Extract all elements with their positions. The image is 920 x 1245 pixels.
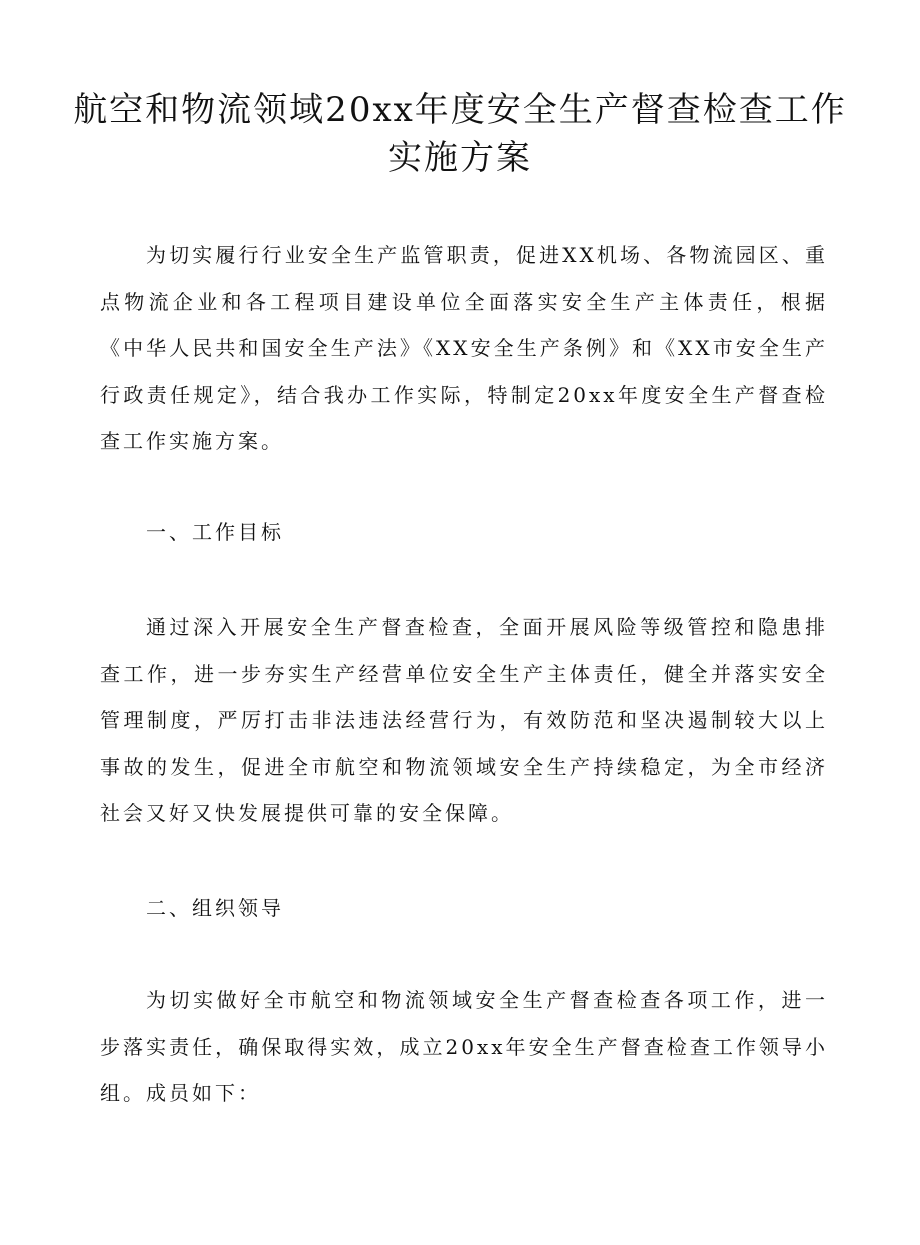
document-title: 航空和物流领域20xx年度安全生产督查检查工作实施方案 [73, 90, 847, 178]
section-body-goals: 通过深入开展安全生产督查检查，全面开展风险等级管控和隐患排查工作，进一步夯实生产经营单位安全生产主体责任，健全并落实安全管理制度，严厉打击非法违法经营行为，有效防范和坚决遏制较大以上事故的发生，促进全市航空和物流领域安全生产持续稳定，为全市经济社会又好又快发展提供可靠的安全保障。 [100, 615, 828, 825]
section-body-organization: 为切实做好全市航空和物流领域安全生产督查检查各项工作，进一步落实责任，确保取得实效，成立20xx年安全生产督查检查工作领导小组。成员如下： [100, 988, 828, 1105]
section-heading-organization: 二、组织领导 [146, 896, 284, 920]
section-heading-goals: 一、工作目标 [146, 520, 284, 544]
intro-paragraph: 为切实履行行业安全生产监管职责，促进XX机场、各物流园区、重点物流企业和各工程项目建设单位全面落实安全生产主体责任，根据《中华人民共和国安全生产法》《XX安全生产条例》和《XX市安全生产行政责任规定》，结合我办工作实际，特制定20xx年度安全生产督查检查工作实施方案。 [100, 243, 828, 453]
